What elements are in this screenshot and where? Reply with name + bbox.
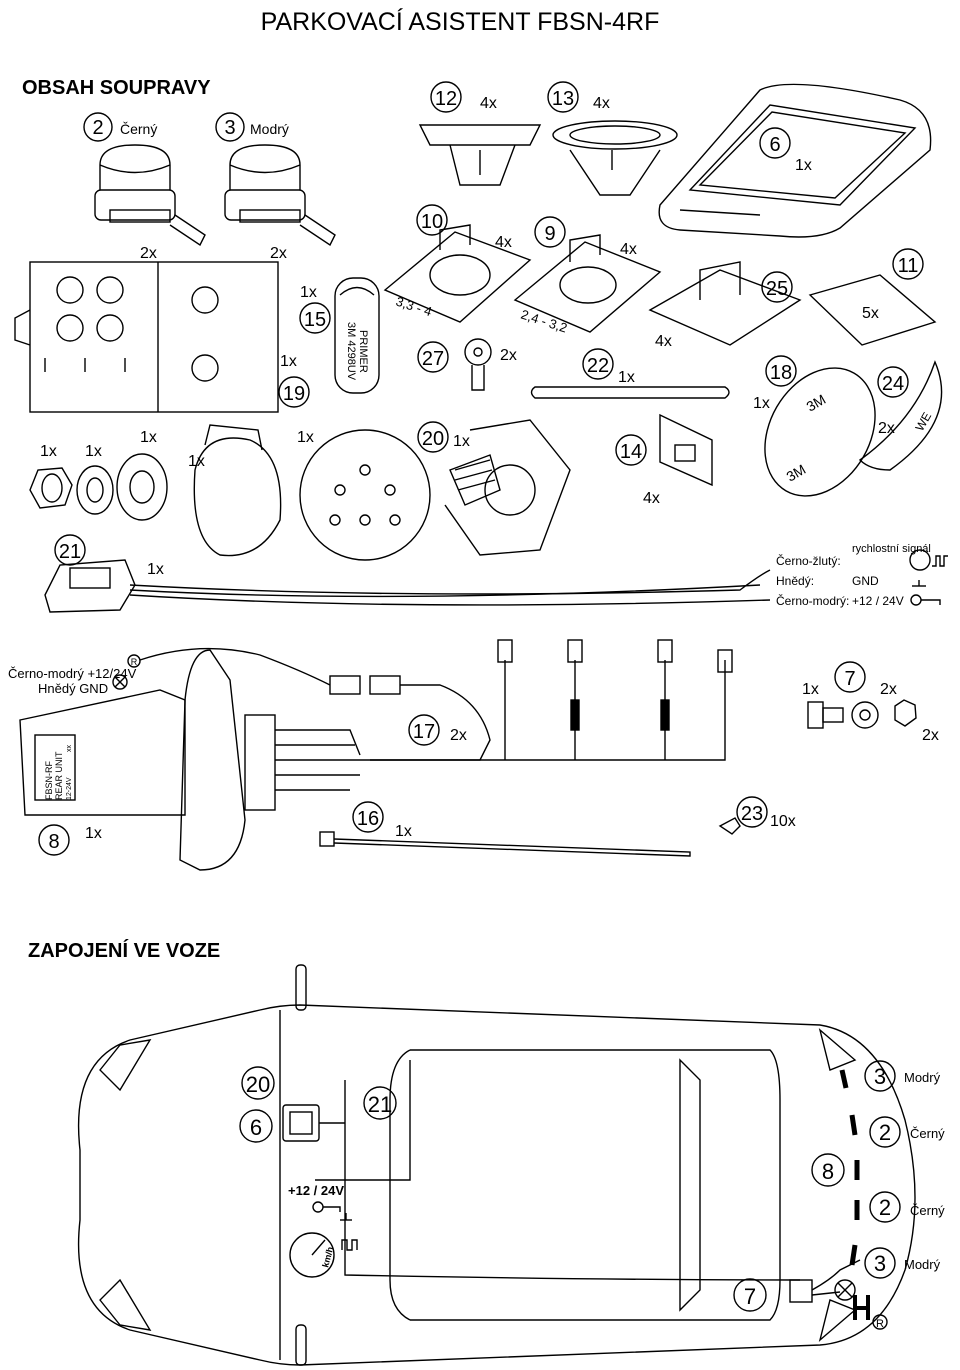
part-qty-3: 2x [270, 245, 287, 262]
part-qty-18: 1x [753, 395, 770, 412]
part-num-25: 25 [765, 278, 789, 300]
harness-8 [140, 640, 732, 760]
wire-signal-2: GND [852, 574, 879, 588]
wire-color-3: Černo-modrý: [776, 594, 850, 608]
part-qty-17c: 2x [922, 727, 939, 744]
part-num-13: 13 [551, 88, 575, 110]
section-wiring-title: ZAPOJENÍ VE VOZE [28, 940, 221, 962]
drilling-template [15, 262, 278, 412]
car-num-8: 8 [821, 1159, 835, 1184]
part-num-2: 2 [92, 117, 104, 139]
part-qty-10: 4x [495, 234, 512, 251]
part-num-14: 14 [619, 441, 643, 463]
range-10: 3,3 - 4 [394, 293, 434, 320]
mount-9-part [515, 217, 660, 336]
part-qty-21: 1x [147, 561, 164, 578]
rear-num-2: 2 [878, 1120, 892, 1145]
part-qty-27: 2x [500, 347, 517, 364]
wire-color-2: Hnědý: [776, 574, 815, 588]
kmh-label: km/h [320, 1245, 336, 1269]
part-qty-11: 5x [862, 305, 879, 322]
range-9: 2,4 - 3,2 [519, 306, 570, 336]
harness-21 [45, 535, 770, 612]
part-num-3: 3 [224, 117, 236, 139]
sensor-black-part [84, 113, 205, 262]
car-outline [79, 965, 915, 1365]
part-qty-15: 1x [300, 284, 317, 301]
part-num-23: 23 [740, 803, 764, 825]
rear-color-3: Černý [910, 1203, 945, 1218]
car-num-21: 21 [367, 1092, 393, 1117]
part-num-24: 24 [881, 373, 905, 395]
part-qty-13: 4x [593, 95, 610, 112]
part-num-17: 7 [844, 668, 856, 690]
adhesive-24-part [860, 362, 942, 470]
unit-label-3: 12-24V [66, 777, 73, 800]
display-unit [659, 84, 930, 237]
part-qty-23: 10x [770, 813, 796, 830]
part-qty-6: 1x [795, 157, 812, 174]
part-num-19: 19 [282, 383, 306, 405]
part-num-22: 22 [586, 355, 610, 377]
section-kit-title: OBSAH SOUPRAVY [22, 77, 211, 99]
part-note-3: Modrý [250, 121, 289, 137]
wire-signal-3: +12 / 24V [852, 594, 904, 608]
we-mark: WE [912, 409, 935, 434]
rear-sensor-labels [865, 1061, 945, 1278]
wire-signal-1: rychlostní signál [852, 543, 931, 555]
brand-3m-2: 3M [783, 461, 809, 485]
part-qty-20: 1x [453, 433, 470, 450]
rear-num-3: 2 [878, 1195, 892, 1220]
part-qty-7: 1x [85, 825, 102, 842]
wire-color-1: Černo-žlutý: [776, 554, 841, 568]
part-qty-9: 4x [620, 241, 637, 258]
qty-nut: 1x [40, 443, 57, 460]
cable-tie-16 [320, 802, 690, 856]
rod-22-part [532, 349, 730, 398]
part-num-6: 6 [769, 134, 781, 156]
ring-12-part [420, 82, 540, 185]
qty-cover: 1x [297, 429, 314, 446]
screw-mount-20 [418, 420, 570, 555]
unit-wire-1: Černo-modrý +12/24V [8, 666, 137, 681]
mount-10-part [385, 205, 530, 322]
part-qty-17: 1x [802, 681, 819, 698]
car-num-20: 20 [245, 1072, 271, 1097]
part-num-8: 17 [412, 721, 436, 743]
part-qty-24: 2x [878, 420, 895, 437]
part-num-10: 10 [420, 211, 444, 233]
part-num-27: 27 [421, 348, 445, 370]
primer-bottle [279, 278, 379, 407]
bracket-qty: 4x [655, 333, 672, 350]
clip-14-part [616, 415, 712, 507]
part-qty-14: 4x [643, 490, 660, 507]
bracket-part [650, 262, 800, 350]
cable-grommet-27 [418, 339, 517, 390]
part-qty-12: 4x [480, 95, 497, 112]
wire-legend [776, 543, 948, 608]
brand-3m-1: 3M [803, 391, 829, 415]
part-qty-19: 1x [280, 353, 297, 370]
car-num-7: 7 [743, 1284, 757, 1309]
ring-13-part [548, 82, 677, 195]
power-label: +12 / 24V [288, 1183, 345, 1198]
rear-num-1: 3 [873, 1064, 887, 1089]
qty-housing: 1x [188, 453, 205, 470]
primer-label-2: 3M 4298UV [345, 322, 357, 381]
part-num-18: 18 [769, 362, 793, 384]
part-num-12: 12 [434, 88, 458, 110]
rear-num-4: 3 [873, 1251, 887, 1276]
part-num-11: 11 [897, 255, 919, 277]
clip-23 [720, 797, 796, 834]
screw-17-part [802, 662, 939, 744]
part-num-21: 21 [58, 541, 82, 563]
part-qty-2: 2x [140, 245, 157, 262]
adhesive-18-part [743, 348, 898, 516]
page-title: PARKOVACÍ ASISTENT FBSN-4RF [260, 8, 660, 36]
rear-color-4: Modrý [904, 1257, 941, 1272]
rear-unit-wires [8, 655, 140, 696]
nut-washer-row [30, 425, 430, 560]
part-qty-17b: 2x [880, 681, 897, 698]
rear-color-2: Černý [910, 1126, 945, 1141]
part-num-9: 9 [544, 223, 556, 245]
part-qty-16: 1x [395, 823, 412, 840]
car-num-6: 6 [249, 1115, 263, 1140]
unit-wire-2: Hnědý GND [38, 681, 109, 696]
part-qty-22: 1x [618, 369, 635, 386]
unit-label-4: xx [66, 745, 73, 752]
car-labels [240, 1060, 887, 1330]
pad-11-part [810, 249, 935, 345]
sensor-blue-part [216, 113, 335, 262]
part-note-2: Černý [120, 121, 158, 137]
reverse-mark-small: R [130, 657, 138, 667]
qty-washer1: 1x [85, 443, 102, 460]
rear-color-1: Modrý [904, 1070, 941, 1085]
part-num-7: 8 [48, 831, 60, 853]
part-qty-8: 2x [450, 727, 467, 744]
reverse-mark-car: R [876, 1318, 884, 1330]
qty-washer2: 1x [140, 429, 157, 446]
unit-label-2: REAR UNIT [54, 751, 64, 800]
part-num-16: 16 [356, 808, 380, 830]
part-num-15: 15 [303, 309, 327, 331]
part-num-20: 20 [421, 428, 445, 450]
primer-label-1: PRIMER [357, 330, 369, 373]
unit-label-1: FBSN-RF [44, 761, 54, 800]
